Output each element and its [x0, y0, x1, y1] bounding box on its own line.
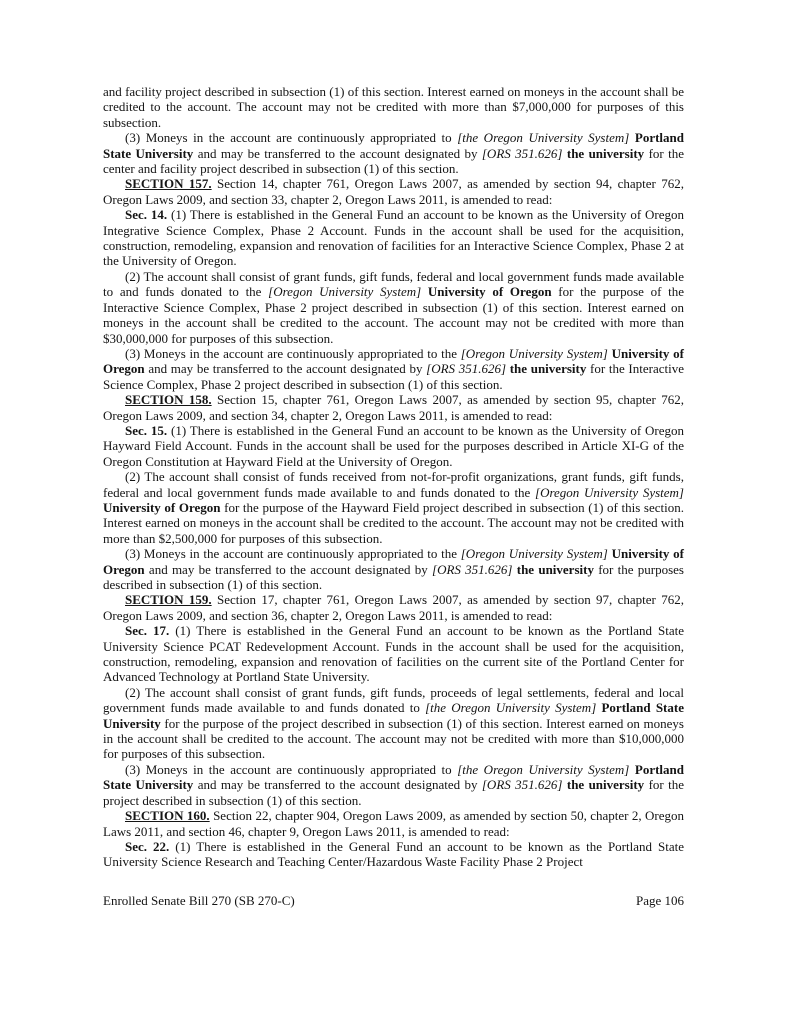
text-run: [ORS 351.626] — [481, 145, 563, 161]
text-run: for the purpose of the project described in subsection (1) of this section. Interest earned on moneys in the account shall be credited to the account. The account may not be credited with more than $10,000,000 for purposes of this subsection. — [103, 715, 684, 762]
text-run: [the Oregon University System] — [457, 130, 630, 146]
text-run: for the purposes described in subsection (1) of this section. — [103, 561, 684, 592]
paragraph — [103, 130, 684, 176]
text-run: and may be transferred to the account designated by — [144, 561, 433, 577]
paragraph — [103, 423, 684, 469]
text-run: the university — [509, 361, 587, 377]
text-run: for the project described in subsection (1) of this section. — [103, 777, 684, 808]
text-run: and may be transferred to the account designated by — [193, 777, 482, 793]
text-run: SECTION 160. — [125, 808, 210, 824]
text-run: for the purpose of the Interactive Science Complex, Phase 2 project described in subsection (1) of this section. Interest earned on moneys in the account shall be credited to the account. The account may not be credited with more than $30,000,000 for purposes of this subsection. — [103, 284, 685, 346]
paragraph — [103, 392, 684, 423]
text-run: (1) There is established in the General Fund an account to be known as the University of Oregon Integrative Science Complex, Phase 2 Account. Funds in the account shall be used for the acquisition, construction, remodeling, expansion and renovation of facilities for an Interactive Science Complex, Phase 2 at the University of Oregon. — [103, 207, 684, 269]
text-run: for the center and facility project described in subsection (1) of this section. — [103, 145, 684, 177]
text-run: and may be transferred to the account designated by — [144, 361, 427, 377]
text-run: [the Oregon University System] — [425, 700, 597, 716]
text-run: [ORS 351.626] — [432, 561, 513, 577]
paragraph — [103, 808, 684, 839]
paragraph — [103, 623, 684, 685]
text-run: Sec. 14. — [125, 207, 168, 223]
text-run: University of Oregon — [427, 284, 552, 300]
text-run: Section 17, chapter 761, Oregon Laws 2007, as amended by section 97, chapter 762, Oregon Laws 2009, and section 36, chapter 2, Oregon Laws 2011, is amended to read: — [103, 592, 684, 623]
paragraph — [103, 346, 684, 392]
text-run: (2) The account shall consist of funds received from not-for-profit organizations, grant funds, gift funds, federal and local government funds made available to and funds donated to the — [103, 469, 684, 500]
text-run: SECTION 157. — [125, 176, 212, 192]
text-run: Portland State University — [103, 761, 684, 793]
paragraph — [103, 84, 684, 130]
text-run: Portland State University — [103, 130, 684, 161]
text-run: Sec. 17. — [125, 623, 170, 639]
paragraph — [103, 176, 684, 207]
text-run: Portland State University — [103, 700, 684, 731]
page-footer — [103, 893, 684, 909]
text-run: [Oregon University System] — [460, 345, 608, 361]
text-run: the university — [566, 145, 645, 161]
paragraph — [103, 207, 684, 269]
paragraph — [103, 685, 684, 762]
text-run: [Oregon University System] — [535, 484, 684, 500]
text-run: (2) The account shall consist of grant funds, gift funds, proceeds of legal settlements, federal and local government funds made available to and funds donated to — [103, 684, 684, 716]
text-run: [Oregon University System] — [268, 284, 422, 300]
text-run: (3) Moneys in the account are continuously appropriated to the — [125, 546, 461, 562]
paragraph — [103, 592, 684, 623]
text-run: Section 15, chapter 761, Oregon Laws 2007, as amended by section 95, chapter 762, Oregon Laws 2009, and section 34, chapter 2, Oregon Laws 2011, is amended to read: — [103, 392, 684, 423]
text-run: (3) Moneys in the account are continuously appropriated to the — [125, 345, 461, 361]
text-run: [ORS 351.626] — [481, 777, 563, 793]
text-run: (1) There is established in the General Fund an account to be known as the Portland State University Science Research and Teaching Center/Hazardous Waste Facility Phase 2 Project — [103, 838, 685, 870]
paragraph — [103, 469, 684, 546]
text-run: Section 14, chapter 761, Oregon Laws 2007, as amended by section 94, chapter 762, Oregon Laws 2009, and section 33, chapter 2, Oregon Laws 2011, is amended to read: — [103, 176, 684, 207]
text-run: Section 22, chapter 904, Oregon Laws 2009, as amended by section 50, chapter 2, Oregon Laws 2011, and section 46, chapter 9, Oregon Laws 2011, is amended to read: — [103, 808, 684, 839]
paragraph — [103, 546, 684, 592]
text-run: and facility project described in subsection (1) of this section. Interest earned on moneys in the account shall be credited to the account. The account may not be credited with more than $7,000,000 for purposes of this subsection. — [103, 84, 684, 130]
paragraph — [103, 839, 684, 870]
text-run: [the Oregon University System] — [457, 761, 630, 777]
text-run: SECTION 158. — [125, 392, 212, 408]
paragraph — [103, 762, 684, 808]
footer-bill-title: Enrolled Senate Bill 270 (SB 270-C) — [103, 893, 295, 908]
text-run: [ORS 351.626] — [426, 361, 507, 377]
text-run: University of Oregon — [103, 546, 684, 577]
text-run: University of Oregon — [103, 345, 684, 377]
text-run: Sec. 22. — [125, 838, 170, 854]
text-run: SECTION 159. — [125, 592, 212, 608]
footer-page-number: Page 106 — [635, 893, 684, 908]
text-run: for the purpose of the Hayward Field project described in subsection (1) of this section. Interest earned on moneys in the account shall be credited to the account. The account may not be credited with more than $2,500,000 for purposes of this subsection. — [103, 499, 684, 546]
text-run: (3) Moneys in the account are continuously appropriated to — [125, 130, 458, 146]
text-run — [421, 284, 428, 299]
paragraph — [103, 269, 684, 346]
text-run: [Oregon University System] — [460, 546, 608, 562]
text-run: Sec. 15. — [125, 422, 168, 438]
text-run: the university — [566, 777, 645, 793]
bill-text-body — [103, 84, 684, 870]
text-run: and may be transferred to the account designated by — [193, 145, 482, 161]
text-run: (2) The account shall consist of grant funds, gift funds, federal and local government funds made available to and funds donated to the — [103, 268, 684, 300]
text-run: the university — [516, 561, 594, 577]
text-run: (3) Moneys in the account are continuously appropriated to — [125, 761, 458, 777]
text-run: University of Oregon — [103, 499, 221, 515]
text-run: (1) There is established in the General Fund an account to be known as the Portland State University Science PCAT Redevelopment Account. Funds in the account shall be used for the acquisition, construction, remodeling, expansion and renovation of facilities on the current site of the Portland Center for Advanced Technology at Portland State University. — [103, 623, 685, 685]
text-run: (1) There is established in the General Fund an account to be known as the University of Oregon Hayward Field Account. Funds in the account shall be used for the purposes described in Article XI-G of the Oregon Constitution at Hayward Field at the University of Oregon. — [103, 422, 684, 469]
text-run: for the Interactive Science Complex, Phase 2 project described in subsection (1) of this section. — [103, 361, 684, 392]
